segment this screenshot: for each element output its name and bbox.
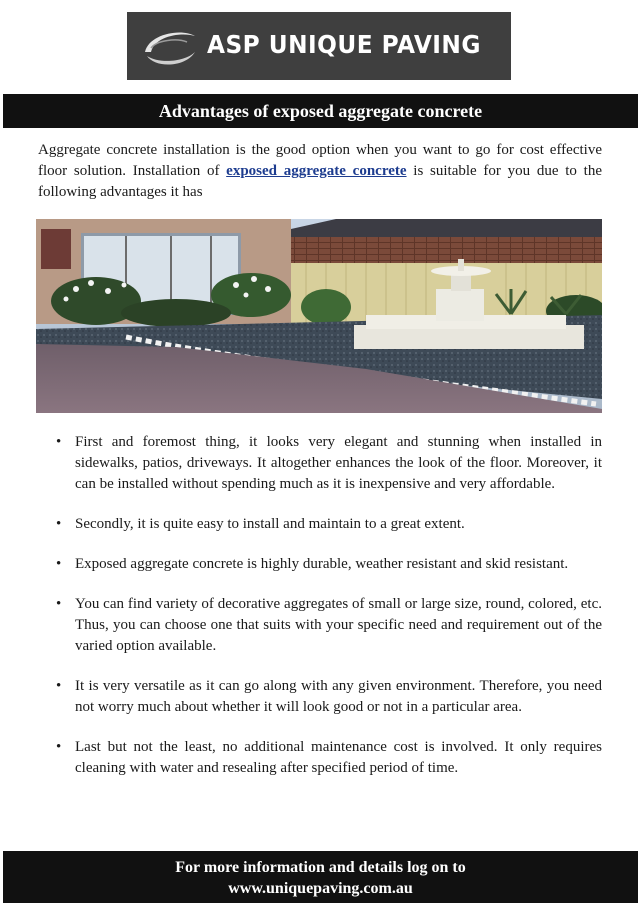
website-link[interactable]: www.uniquepaving.com.au [228, 880, 413, 897]
list-item [40, 432, 602, 495]
list-item [40, 594, 602, 657]
list-item [40, 676, 602, 718]
logo-banner [127, 12, 511, 80]
bullet-dot-icon: • [56, 434, 62, 450]
list-item-text: Last but not the least, no additional maintenance cost is involved. It only requires cleaning with water and resealing after specified period of time. [75, 739, 602, 776]
swoosh-logo-icon [141, 22, 199, 70]
bullet-dot-icon: • [56, 556, 62, 572]
list-item [40, 737, 602, 779]
intro-text-before: Aggregate concrete installation is the good option when you want to go for cost effective floor solution. Installation of [38, 142, 602, 179]
bullet-dot-icon: • [56, 516, 62, 532]
intro-text-after: is suitable for you due to the following advantages it has [38, 163, 602, 200]
bullet-dot-icon: • [56, 596, 62, 612]
logo-text: ASP UNIQUE PAVING [207, 30, 481, 59]
list-item-text: You can find variety of decorative aggregates of small or large size, round, colored, etc. Thus, you can choose one that suits with your specific need and requirement out of the varied option available. [75, 596, 602, 654]
list-item-text: First and foremost thing, it looks very elegant and stunning when installed in sidewalks, patios, driveways. It altogether enhances the look of the floor. Moreover, it can be installed without spending much as it is inexpensive and very affordable. [75, 434, 602, 492]
list-item-text: It is very versatile as it can go along with any given environment. Therefore, you need not worry much about whether it will look good or not in a particular area. [75, 678, 602, 715]
intro-paragraph [38, 140, 602, 203]
list-item-text: Secondly, it is quite easy to install and maintain to a great extent. [75, 516, 465, 532]
advantages-list [40, 432, 602, 798]
list-item [40, 554, 602, 575]
bullet-dot-icon: • [56, 739, 62, 755]
list-item [40, 514, 602, 535]
garden-fountain-photo [36, 219, 602, 413]
page-title: Advantages of exposed aggregate concrete [3, 94, 638, 128]
bullet-dot-icon: • [56, 678, 62, 694]
exposed-aggregate-link[interactable]: exposed aggregate concrete [226, 163, 407, 179]
list-item-text: Exposed aggregate concrete is highly durable, weather resistant and skid resistant. [75, 556, 569, 572]
footer-line-1: For more information and details log on to [175, 859, 466, 876]
footer-banner [3, 851, 638, 903]
